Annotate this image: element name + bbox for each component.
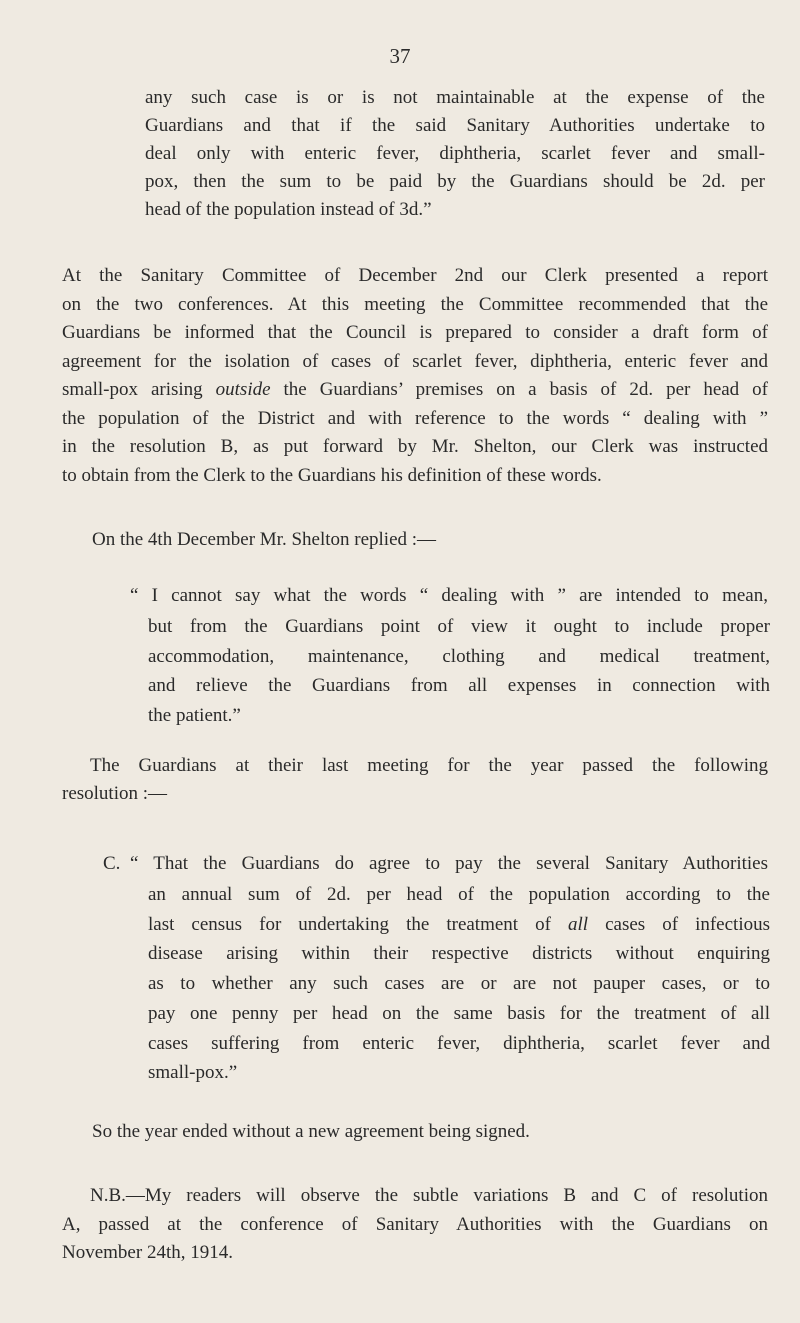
text-line: and relieve the Guardians from all expenses in connection with [148,675,770,696]
year-ended-statement: So the year ended without a new agreement being signed. [92,1121,530,1142]
emphasis-outside: outside [215,379,271,400]
text-line: A, passed at the conference of Sanitary Authorities with the Guardians on [62,1213,768,1235]
text-line: on the two conferences. At this meeting the Committee recommended that the [62,293,768,315]
resolution-c-body [148,880,770,1088]
sanitary-committee-paragraph [62,262,768,490]
text-line: November 24th, 1914. [62,1242,233,1263]
guardians-resolution-intro [62,752,768,808]
text-line: N.B.—My readers will observe the subtle variations B and C of resolution [90,1185,768,1206]
text-line: in the resolution B, as put forward by Mr. Shelton, our Clerk was instructed [62,436,768,457]
emphasis-all: all [567,913,589,935]
quoted-resolution-continuation [145,84,765,224]
resolution-c-first-line: “ That the Guardians do agree to pay the several Sanitary Authorities [130,853,768,874]
text-line: any such case is or is not maintainable at the expense of the [145,87,765,108]
text-line: deal only with enteric fever, diphtheria, scarlet fever and small- [145,143,765,164]
nota-bene-paragraph [62,1182,768,1268]
text-line: pox, then the sum to be paid by the Guardians should be 2d. per [145,171,765,192]
text-line: disease arising within their respective districts without enquiring [148,943,770,965]
shelton-reply-intro: On the 4th December Mr. Shelton replied :— [92,529,437,550]
text-line: as to whether any such cases are or are not pauper cases, or to [148,973,770,995]
text-line [148,910,770,940]
text-line: cases suffering from enteric fever, diphtheria, scarlet fever and [148,1032,770,1054]
text-line [62,376,768,405]
text-fragment: small-pox arising [62,379,216,400]
resolution-label: C. [103,853,121,874]
page-number: 37 [389,44,411,68]
text-line: the patient.” [148,704,241,726]
text-line: resolution :— [62,783,168,804]
text-line: the population of the District and with reference to the words “ dealing with ” [62,407,768,429]
text-line: accommodation, maintenance, clothing and medical treatment, [148,645,770,667]
shelton-quote-body [148,612,770,730]
text-line: At the Sanitary Committee of December 2nd our Clerk presented a report [62,265,768,286]
text-line: agreement for the isolation of cases of scarlet fever, diphtheria, enteric fever and [62,350,768,372]
text-line: but from the Guardians point of view it ought to include proper [148,616,770,637]
shelton-quote-first-line: “ I cannot say what the words “ dealing with ” are intended to mean, [130,585,768,606]
text-line: to obtain from the Clerk to the Guardians his definition of these words. [62,464,602,486]
text-fragment: cases of infectious [588,913,770,935]
text-line: pay one penny per head on the same basis for the treatment of all [148,1002,770,1024]
text-fragment: the Guardians’ premises on a basis of 2d. per head of [270,379,768,400]
text-line: small-pox.” [148,1062,238,1084]
text-line: head of the population instead of 3d.” [145,199,432,220]
text-line: Guardians and that if the said Sanitary Authorities undertake to [145,115,765,136]
text-line: an annual sum of 2d. per head of the population according to the [148,884,770,905]
text-line: The Guardians at their last meeting for the year passed the following [90,755,768,776]
text-line: Guardians be informed that the Council is prepared to consider a draft form of [62,322,768,343]
text-fragment: last census for undertaking the treatment of [148,913,568,935]
